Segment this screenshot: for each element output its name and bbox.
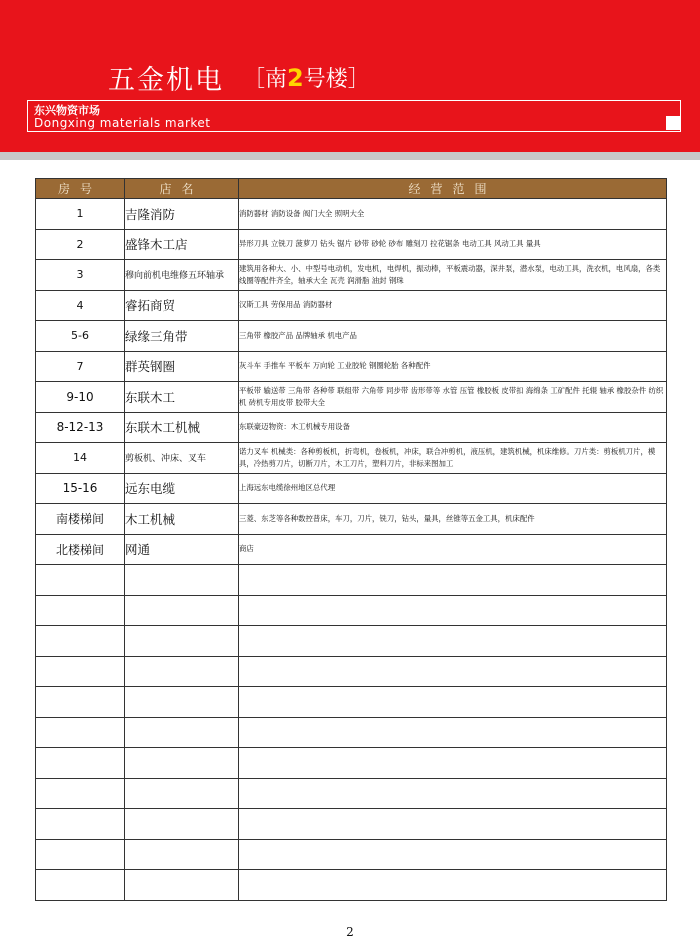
- shop-name: 剪板机、冲床、叉车: [125, 443, 239, 474]
- room-number: [36, 595, 125, 626]
- room-number: 南楼梯间: [36, 504, 125, 535]
- empty-row: [36, 595, 667, 626]
- table-row: [36, 412, 667, 443]
- table-row: [36, 443, 667, 474]
- empty-row: [36, 687, 667, 718]
- table-row: [36, 199, 667, 230]
- shop-name: [125, 839, 239, 870]
- shop-name: 睿拓商贸: [125, 290, 239, 321]
- shop-name: 绿缘三角带: [125, 321, 239, 352]
- business-scope: [239, 748, 667, 779]
- empty-row: [36, 839, 667, 870]
- business-scope: 异形刀具 立铣刀 菠萝刀 钻头 锯片 砂带 砂轮 砂布 雕刻刀 拉花锯条 电动工具 风动工具 量具: [239, 229, 667, 260]
- room-number: [36, 839, 125, 870]
- divider-bar: [0, 152, 700, 160]
- business-scope: [239, 778, 667, 809]
- room-number: 2: [36, 229, 125, 260]
- business-scope: 平板带 输送带 三角带 各种带 联组带 六角带 同步带 齿形带等 水管 压管 橡胶板 皮带扣 海绵条 工矿配件 托辊 轴承 橡胶杂件 纺织机 砖机专用皮带 胶带大全: [239, 382, 667, 413]
- room-number: [36, 687, 125, 718]
- shop-name: [125, 778, 239, 809]
- shop-name: 东联木工: [125, 382, 239, 413]
- room-number: 7: [36, 351, 125, 382]
- empty-row: [36, 748, 667, 779]
- room-number: 北楼梯间: [36, 534, 125, 565]
- building-number: 2: [287, 64, 304, 92]
- shop-name: 盛锋木工店: [125, 229, 239, 260]
- business-scope: [239, 595, 667, 626]
- shop-name: [125, 748, 239, 779]
- room-number: [36, 656, 125, 687]
- business-scope: [239, 687, 667, 718]
- room-number: 15-16: [36, 473, 125, 504]
- business-scope: 诺力叉车 机械类：各种剪板机，折弯机，卷板机，冲床，联合冲剪机，液压机，建筑机械，机床维修。刀片类：剪板机刀片，模具，冷热剪刀片，切断刀片，木工刀片，塑料刀片，非标来图加工: [239, 443, 667, 474]
- business-scope: [239, 565, 667, 596]
- shop-name: [125, 809, 239, 840]
- empty-row: [36, 565, 667, 596]
- empty-row: [36, 809, 667, 840]
- business-scope: 上海远东电缆徐州地区总代理: [239, 473, 667, 504]
- table-row: [36, 473, 667, 504]
- building-label: [243, 62, 370, 93]
- business-scope: [239, 656, 667, 687]
- business-scope: [239, 839, 667, 870]
- empty-row: [36, 870, 667, 901]
- table-row: [36, 351, 667, 382]
- column-header-business: 经营范围: [239, 179, 667, 199]
- room-number: [36, 809, 125, 840]
- shop-name: 穆向前机电维修五环轴承: [125, 260, 239, 291]
- business-scope: 建筑用各种大、小、中型号电动机，发电机，电焊机，振动棒，平板震动器，深井泵，潜水泵，电动工具，洗衣机，电风扇，各类线圈等配件齐全，轴承大全 瓦壳 润滑脂 油封 钢珠: [239, 260, 667, 291]
- room-number: 5-6: [36, 321, 125, 352]
- table-row: [36, 290, 667, 321]
- shop-name: 吉隆消防: [125, 199, 239, 230]
- building-open: ［南: [243, 67, 288, 92]
- shop-name: 群英钢圈: [125, 351, 239, 382]
- table-row: [36, 321, 667, 352]
- room-number: [36, 626, 125, 657]
- room-number: 4: [36, 290, 125, 321]
- room-number: 9-10: [36, 382, 125, 413]
- shop-name: [125, 656, 239, 687]
- room-number: 3: [36, 260, 125, 291]
- business-scope: [239, 870, 667, 901]
- building-close: 号楼］: [303, 67, 370, 92]
- business-scope: 东联豪迈物资：木工机械专用设备: [239, 412, 667, 443]
- room-number: [36, 717, 125, 748]
- room-number: 14: [36, 443, 125, 474]
- room-number: 8-12-13: [36, 412, 125, 443]
- table-row: [36, 229, 667, 260]
- empty-row: [36, 626, 667, 657]
- shop-name: 东联木工机械: [125, 412, 239, 443]
- shop-name: [125, 565, 239, 596]
- business-scope: 三角带 橡胶产品 品牌轴承 机电产品: [239, 321, 667, 352]
- business-scope: 商店: [239, 534, 667, 565]
- shop-name: [125, 626, 239, 657]
- business-scope: [239, 717, 667, 748]
- shop-name: [125, 687, 239, 718]
- shop-directory-table: [35, 178, 667, 901]
- market-name-en: Dongxing materials market: [34, 116, 211, 130]
- page-number: 2: [346, 925, 354, 939]
- empty-row: [36, 656, 667, 687]
- decorative-square: [666, 116, 680, 130]
- table-row: [36, 382, 667, 413]
- room-number: [36, 870, 125, 901]
- room-number: [36, 565, 125, 596]
- table-row: [36, 504, 667, 535]
- business-scope: 消防器材 消防设备 阀门大全 照明大全: [239, 199, 667, 230]
- shop-name: [125, 870, 239, 901]
- empty-row: [36, 717, 667, 748]
- room-number: [36, 778, 125, 809]
- business-scope: 灰斗车 手推车 平板车 万向轮 工业胶轮 钢圈轮胎 各种配件: [239, 351, 667, 382]
- shop-name: [125, 717, 239, 748]
- shop-name: [125, 595, 239, 626]
- table-row: [36, 260, 667, 291]
- room-number: 1: [36, 199, 125, 230]
- business-scope: 汉斯工具 劳保用品 消防器材: [239, 290, 667, 321]
- business-scope: 三菱、东芝等各种数控普床，车刀，刀片，铣刀，钻头，量具，丝锥等五金工具，机床配件: [239, 504, 667, 535]
- market-name-cn: 东兴物资市场: [34, 104, 100, 117]
- page-title: 五金机电: [108, 65, 224, 96]
- table-row: [36, 534, 667, 565]
- room-number: [36, 748, 125, 779]
- shop-name: 网通: [125, 534, 239, 565]
- column-header-shop: 店名: [125, 179, 239, 199]
- empty-row: [36, 778, 667, 809]
- business-scope: [239, 626, 667, 657]
- shop-name: 远东电缆: [125, 473, 239, 504]
- business-scope: [239, 809, 667, 840]
- column-header-room: 房号: [36, 179, 125, 199]
- shop-name: 木工机械: [125, 504, 239, 535]
- table-header-row: [36, 179, 667, 199]
